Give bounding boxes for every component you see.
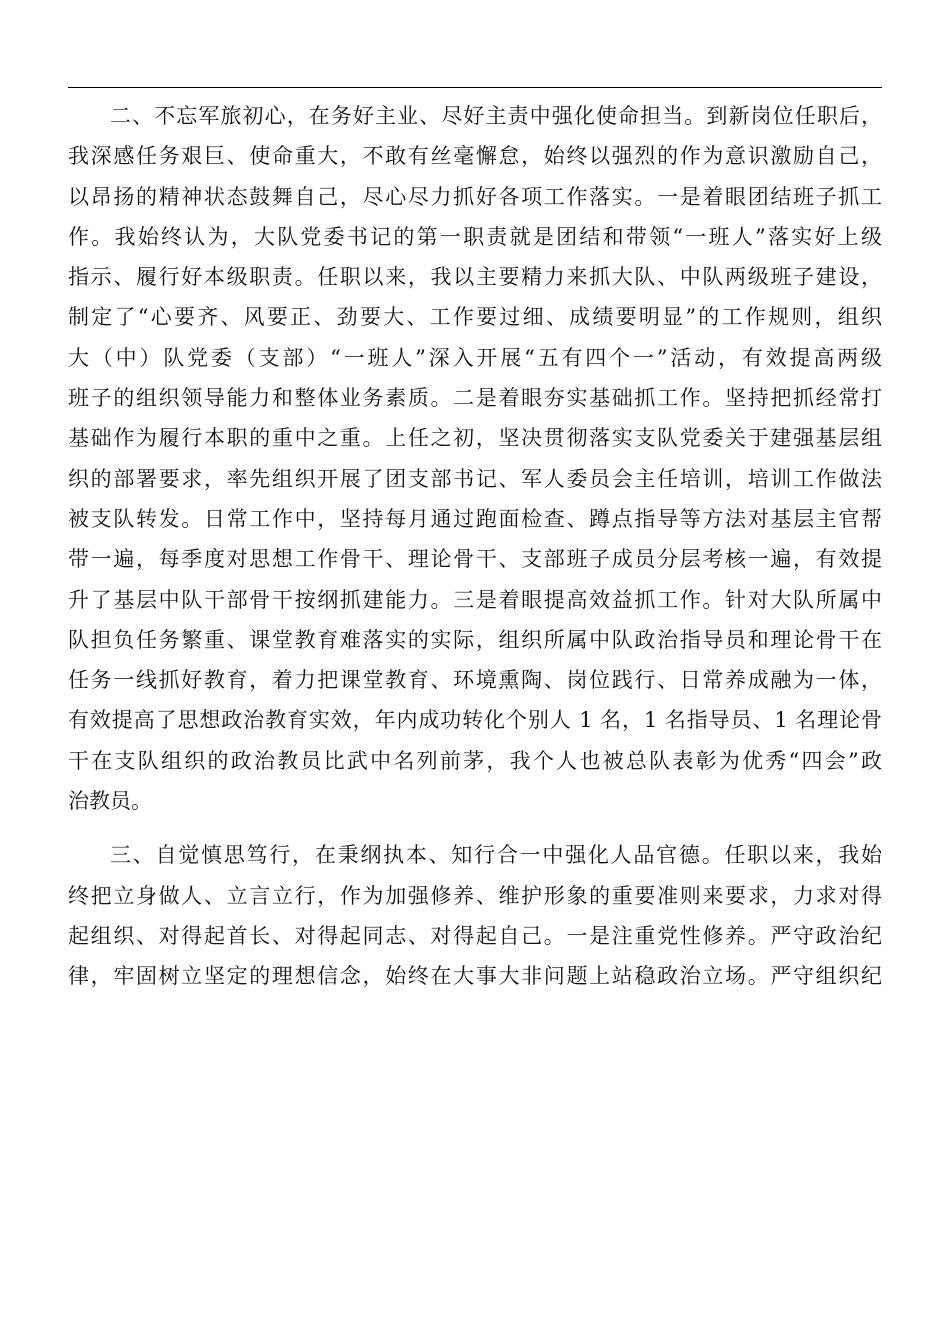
text-line: 以昂扬的精神状态鼓舞自己，尽心尽力抓好各项工作落实。一是着眼团结班子抓工 xyxy=(68,184,882,209)
paragraph-3 xyxy=(68,835,882,996)
text-line: 律，牢固树立坚定的理想信念，始终在大事大非问题上站稳政治立场。严守组织纪 xyxy=(68,964,882,989)
text-line: 队担负任务繁重、课堂教育难落实的实际，组织所属中队政治指导员和理论骨干在 xyxy=(68,627,882,652)
text-line: 治教员。 xyxy=(68,789,152,814)
text-line: 升了基层中队干部骨干按纲抓建能力。三是着眼提高效益抓工作。针对大队所属中 xyxy=(68,587,882,612)
text-line: 被支队转发。日常工作中，坚持每月通过跑面检查、蹲点指导等方法对基层主官帮 xyxy=(68,506,882,531)
text-line: 带一遍，每季度对思想工作骨干、理论骨干、支部班子成员分层考核一遍，有效提 xyxy=(68,547,882,572)
text-line: 有效提高了思想政治教育实效，年内成功转化个别人 1 名，1 名指导员、1 名理论骨 xyxy=(68,708,882,733)
text-line: 二、不忘军旅初心，在务好主业、尽好主责中强化使命担当。到新岗位任职后， xyxy=(110,104,882,128)
paragraph-2 xyxy=(68,96,882,821)
text-line: 起组织、对得起首长、对得起同志、对得起自己。一是注重党性修养。严守政治纪 xyxy=(68,923,882,948)
header-rule xyxy=(68,87,882,88)
text-line: 我深感任务艰巨、使命重大，不敢有丝毫懈怠，始终以强烈的作为意识激励自己， xyxy=(68,144,882,169)
text-line: 指示、履行好本级职责。任职以来，我以主要精力来抓大队、中队两级班子建设， xyxy=(68,265,882,290)
text-line: 终把立身做人、立言立行，作为加强修养、维护形象的重要准则来要求，力求对得 xyxy=(68,883,882,908)
text-line: 大（中）队党委（支部）“一班人”深入开展“五有四个一”活动，有效提高两级 xyxy=(68,345,882,370)
text-line: 干在支队组织的政治教员比武中名列前茅，我个人也被总队表彰为优秀“四会”政 xyxy=(68,748,882,773)
text-line: 任务一线抓好教育，着力把课堂教育、环境熏陶、岗位践行、日常养成融为一体， xyxy=(68,668,882,693)
text-line: 基础作为履行本职的重中之重。上任之初，坚决贯彻落实支队党委关于建强基层组 xyxy=(68,426,882,451)
paragraph-spacer xyxy=(68,821,882,835)
text-line: 作。我始终认为，大队党委书记的第一职责就是团结和带领“一班人”落实好上级 xyxy=(68,224,882,249)
text-line: 班子的组织领导能力和整体业务素质。二是着眼夯实基础抓工作。坚持把抓经常打 xyxy=(68,386,882,411)
text-line: 三、自觉慎思笃行，在秉纲执本、知行合一中强化人品官德。任职以来，我始 xyxy=(110,843,882,868)
body-text xyxy=(68,96,882,997)
text-line: 制定了“心要齐、风要正、劲要大、工作要过细、成绩要明显”的工作规则，组织 xyxy=(68,305,882,330)
text-line: 织的部署要求，率先组织开展了团支部书记、军人委员会主任培训，培训工作做法 xyxy=(68,466,882,491)
